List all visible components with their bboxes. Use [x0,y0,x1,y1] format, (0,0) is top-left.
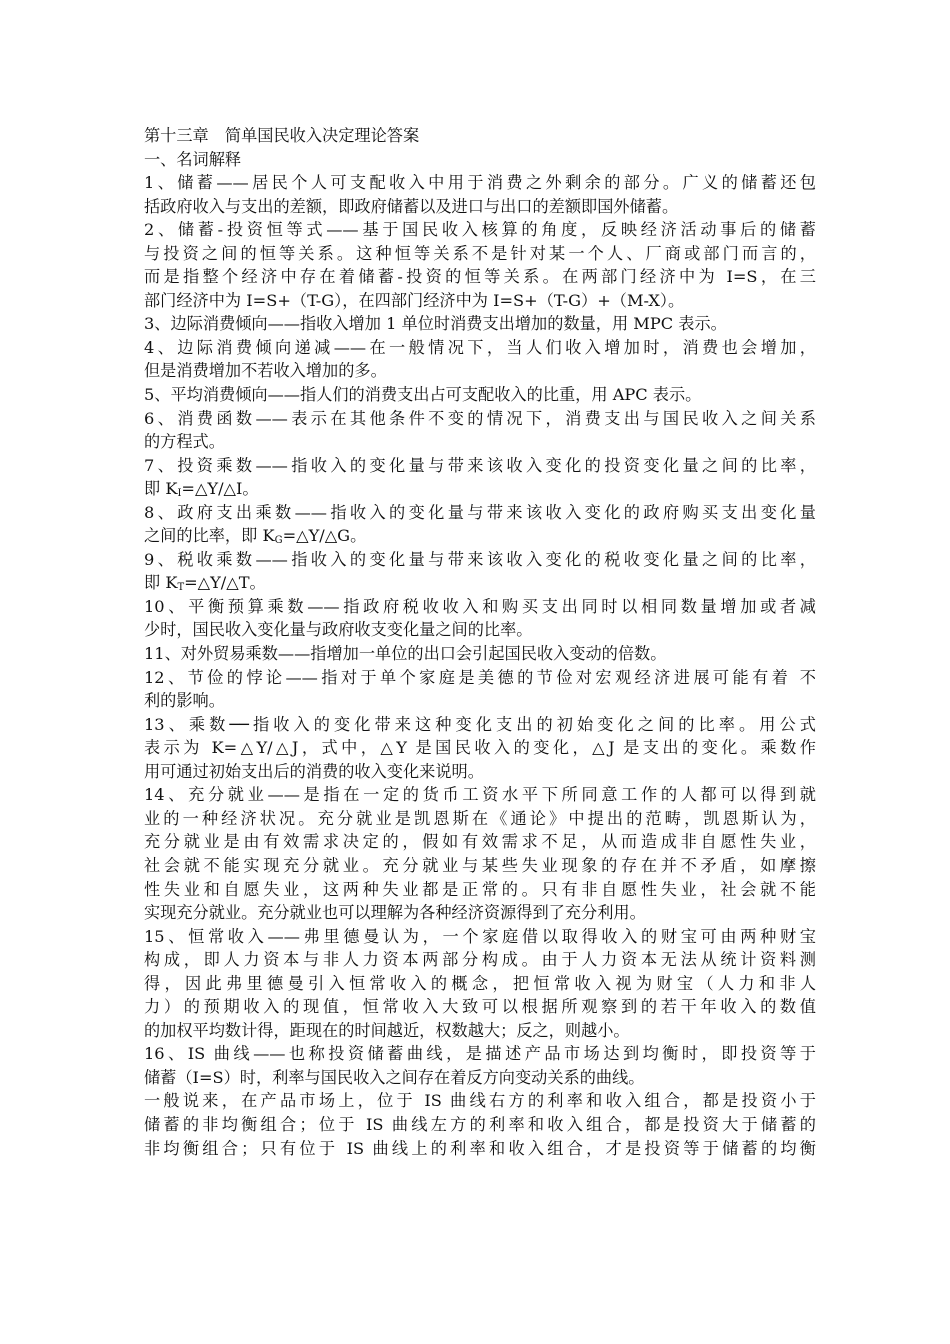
paragraph-block [144,501,816,525]
text-line: 业的一种经济状况。充分就业是凯恩斯在《通论》中提出的范畴，凯恩斯认为， [144,808,816,828]
text-line: 4、边际消费倾向递减——在一般情况下，当人们收入增加时，消费也会增加， [144,337,816,357]
text-line: 少时，国民收入变化量与政府收支变化量之间的比率。 [144,620,533,640]
text-line: 实现充分就业。充分就业也可以理解为各种经济资源得到了充分利用。 [144,903,646,923]
text-line: 与投资之间的恒等关系。这种恒等关系不是针对某一个人、厂商或部门而言的， [144,243,816,263]
text-line: 7、投资乘数——指收入的变化量与带来该收入变化的投资变化量之间的比率， [144,455,816,475]
chapter-title: 第十三章 简单国民收入决定理论答案 [144,126,420,145]
paragraph-block [144,171,816,477]
text-line: 得，因此弗里德曼引入恒常收入的概念，把恒常收入视为财宝（人力和非人 [144,973,816,993]
text-line: 14、充分就业——是指在一定的货币工资水平下所同意工作的人都可以得到就 [144,785,816,805]
text-line: 储蓄（I=S）时，利率与国民收入之间存在着反方向变动关系的曲线。 [144,1067,645,1087]
paragraph-block [144,595,816,1160]
text-line: 的方程式。 [144,432,225,452]
section-heading: 一、名词解释 [144,149,242,169]
formula-line-kt: 即 $K_T=\triangle Y/\triangle T$。 [144,573,266,594]
text-line: 2、储蓄-投资恒等式——基于国民收入核算的角度，反映经济活动事后的储蓄 [144,220,816,240]
text-line: 用可通过初始支出后的消费的收入变化来说明。 [144,761,484,781]
formula-line-kg: 之间的比率，即 $K_G=\triangle Y/\triangle G$。 [144,526,367,547]
paragraph-block [144,548,816,572]
text-line: 13、乘数──指收入的变化带来这种变化支出的初始变化之间的比率。用公式 [144,714,816,734]
document-body [144,124,816,1160]
text-line: 9、税收乘数——指收入的变化量与带来该收入变化的税收变化量之间的比率， [144,549,816,569]
text-line: 非均衡组合；只有位于 IS 曲线上的利率和收入组合，才是投资等于储蓄的均衡 [144,1138,816,1158]
text-line: 性失业和自愿失业，这两种失业都是正常的。只有非自愿性失业，社会就不能 [144,879,816,899]
text-line: 的加权平均数计得，距现在的时间越近，权数越大；反之，则越小。 [144,1020,630,1040]
text-line: 1、储蓄——居民个人可支配收入中用于消费之外剩余的部分。广义的储蓄还包 [144,173,816,193]
text-line: 5、平均消费倾向——指人们的消费支出占可支配收入的比重，用 APC 表示。 [144,385,702,405]
text-line: 一般说来，在产品市场上，位于 IS 曲线右方的利率和收入组合，都是投资小于 [144,1091,816,1111]
formula-line-ki: 即 $K_I=\triangle Y/\triangle I$。 [144,479,259,500]
text-line: 而是指整个经济中存在着储蓄-投资的恒等关系。在两部门经济中为 I=S，在三 [144,267,816,287]
text-line: 12、节俭的悖论——指对于单个家庭是美德的节俭对宏观经济进展可能有着 不 [144,667,816,687]
text-line: 6、消费函数——表示在其他条件不变的情况下，消费支出与国民收入之间关系 [144,408,816,428]
text-line: 但是消费增加不若收入增加的多。 [144,361,387,381]
text-line: 11、对外贸易乘数——指增加一单位的出口会引起国民收入变动的倍数。 [144,644,667,664]
text-line: 表示为 K=△Y/△J，式中，△Y 是国民收入的变化，△J 是支出的变化。乘数作 [144,738,816,758]
text-line: 部门经济中为 I=S+（T-G），在四部门经济中为 I=S+（T-G）+（M-X）。 [144,290,685,310]
text-line: 储蓄的非均衡组合；位于 IS 曲线左方的利率和收入组合，都是投资大于储蓄的 [144,1114,816,1134]
text-line: 充分就业是由有效需求决定的，假如有效需求不足，从而造成非自愿性失业， [144,832,816,852]
text-line: 8、政府支出乘数——指收入的变化量与带来该收入变化的政府购买支出变化量 [144,502,816,522]
text-line: 构成，即人力资本与非人力资本两部分构成。由于人力资本无法从统计资料测 [144,950,816,970]
text-line: 社会就不能实现充分就业。充分就业与某些失业现象的存在并不矛盾，如摩擦 [144,855,816,875]
text-line: 3、边际消费倾向——指收入增加 1 单位时消费支出增加的数量，用 MPC 表示。 [144,314,727,334]
text-line: 16、IS 曲线——也称投资储蓄曲线，是描述产品市场达到均衡时，即投资等于 [144,1044,816,1064]
text-line: 10、平衡预算乘数——指政府税收收入和购买支出同时以相同数量增加或者减 [144,596,816,616]
text-line: 力）的预期收入的现值，恒常收入大致可以根据所观察到的若干年收入的数值 [144,997,816,1017]
text-line: 15、恒常收入——弗里德曼认为，一个家庭借以取得收入的财宝可由两种财宝 [144,926,816,946]
text-line: 括政府收入与支出的差额，即政府储蓄以及进口与出口的差额即国外储蓄。 [144,196,679,216]
text-line: 利的影响。 [144,691,225,711]
